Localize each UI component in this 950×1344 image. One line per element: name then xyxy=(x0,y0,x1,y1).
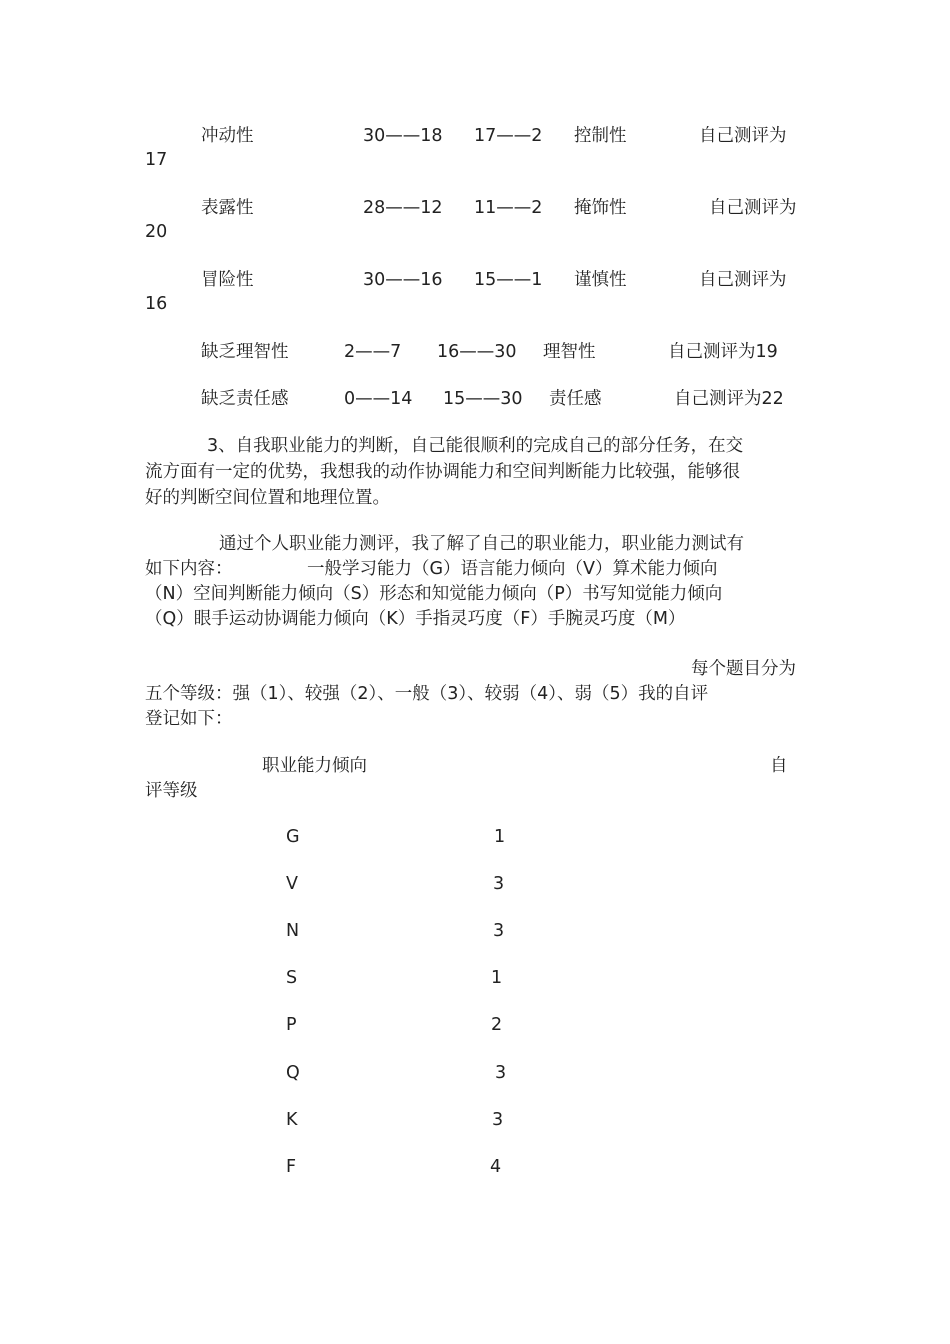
trait-range-b: 15——30 xyxy=(443,389,523,409)
paragraph-line: 流方面有一定的优势，我想我的动作协调能力和空间判断能力比较强，能够很 xyxy=(145,462,740,482)
paragraph-line: 每个题目分为 xyxy=(691,659,796,679)
paragraph-line: 如下内容： xyxy=(145,559,233,579)
trait-left-label: 缺乏理智性 xyxy=(201,342,289,362)
paragraph-line: 好的判断空间位置和地理位置。 xyxy=(145,488,390,508)
paragraph-line: 一般学习能力（G）语言能力倾向（V）算术能力倾向 xyxy=(307,559,718,579)
ability-code: S xyxy=(286,968,298,988)
trait-range-b: 11——2 xyxy=(474,198,543,218)
trait-range-b: 15——1 xyxy=(474,270,543,290)
ability-grade: 2 xyxy=(491,1015,503,1035)
paragraph-line: 登记如下： xyxy=(145,709,233,729)
trait-left-label: 缺乏责任感 xyxy=(201,389,289,409)
trait-right-label: 掩饰性 xyxy=(574,198,627,218)
trait-score: 20 xyxy=(145,222,168,242)
trait-score: 16 xyxy=(145,294,168,314)
trait-right-label: 谨慎性 xyxy=(574,270,627,290)
ability-code: Q xyxy=(286,1063,300,1083)
trait-range-a: 30——18 xyxy=(363,126,443,146)
ability-code: G xyxy=(286,827,300,847)
ability-grade: 3 xyxy=(492,1110,504,1130)
trait-right-label: 控制性 xyxy=(574,126,627,146)
trait-range-b: 16——30 xyxy=(437,342,517,362)
ability-code: V xyxy=(286,874,298,894)
ability-code: K xyxy=(286,1110,298,1130)
header-grade-part2: 评等级 xyxy=(145,781,198,801)
trait-score: 17 xyxy=(145,150,168,170)
ability-grade: 1 xyxy=(491,968,503,988)
trait-left-label: 冒险性 xyxy=(201,270,254,290)
header-grade-part1: 自 xyxy=(770,756,788,776)
trait-range-a: 30——16 xyxy=(363,270,443,290)
ability-grade: 3 xyxy=(495,1063,507,1083)
trait-range-a: 2——7 xyxy=(344,342,402,362)
trait-self-label: 自己测评为 xyxy=(709,198,797,218)
trait-left-label: 冲动性 xyxy=(201,126,254,146)
paragraph-line: （N）空间判断能力倾向（S）形态和知觉能力倾向（P）书写知觉能力倾向 xyxy=(145,584,723,604)
trait-right-label: 理智性 xyxy=(543,342,596,362)
trait-self-label: 自己测评为 xyxy=(699,270,787,290)
header-ability: 职业能力倾向 xyxy=(262,756,367,776)
ability-grade: 4 xyxy=(490,1157,502,1177)
trait-range-a: 0——14 xyxy=(344,389,413,409)
trait-range-b: 17——2 xyxy=(474,126,543,146)
trait-self-label: 自己测评为 xyxy=(699,126,787,146)
paragraph-line: （Q）眼手运动协调能力倾向（K）手指灵巧度（F）手腕灵巧度（M） xyxy=(145,609,686,629)
ability-code: F xyxy=(286,1157,297,1177)
ability-grade: 1 xyxy=(494,827,506,847)
ability-grade: 3 xyxy=(493,874,505,894)
paragraph-line: 五个等级：强（1）、较强（2）、一般（3）、较弱（4）、弱（5）我的自评 xyxy=(145,684,709,704)
trait-right-label: 责任感 xyxy=(549,389,602,409)
ability-code: N xyxy=(286,921,300,941)
trait-self-label: 自己测评为22 xyxy=(674,389,784,409)
ability-grade: 3 xyxy=(493,921,505,941)
ability-code: P xyxy=(286,1015,297,1035)
trait-self-label: 自己测评为19 xyxy=(668,342,778,362)
trait-left-label: 表露性 xyxy=(201,198,254,218)
paragraph-line: 3、自我职业能力的判断，自己能很顺利的完成自己的部分任务，在交 xyxy=(207,436,744,456)
paragraph-line: 通过个人职业能力测评，我了解了自己的职业能力，职业能力测试有 xyxy=(219,534,744,554)
trait-range-a: 28——12 xyxy=(363,198,443,218)
